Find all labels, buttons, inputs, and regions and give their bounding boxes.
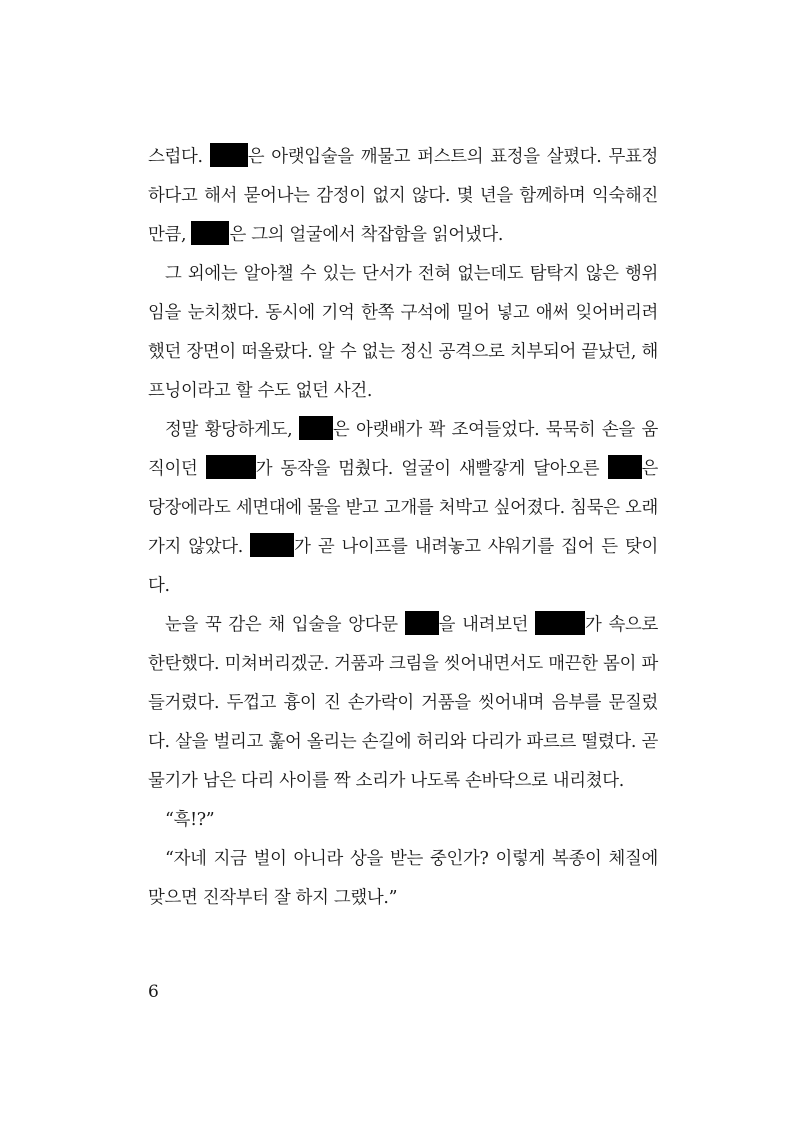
text-segment: 가 곧 나이프를 내려놓고 샤워기를 집어 든 탓이다.: [148, 537, 658, 596]
paragraph: [148, 138, 658, 255]
redaction-block: [191, 221, 229, 245]
text-segment: “흑!?”: [165, 810, 215, 830]
paragraph: [148, 801, 658, 840]
redaction-block: [210, 143, 248, 167]
paragraph: [148, 840, 658, 918]
redaction-block: [405, 611, 439, 635]
text-segment: 은 아랫배가 꽉 조여들었다. 묵묵히 손을 움직이던: [148, 420, 659, 479]
redaction-block: [299, 416, 333, 440]
text-segment: 을 내려보던: [438, 615, 536, 635]
paragraph: [148, 255, 658, 411]
redaction-block: [206, 455, 256, 479]
text-segment: 그 외에는 알아챌 수 있는 단서가 전혀 없는데도 탐탁지 않은 행위임을 눈치챘다. 동시에 기억 한쪽 구석에 밀어 넣고 애써 잊어버리려 했던 장면이 떠올랐다. 알 수 없는 정신 공격으로 치부되어 끝났던, 해프닝이라고 할 수도 없던 사건.: [148, 264, 658, 401]
redaction-block: [608, 455, 642, 479]
text-segment: 은 아랫입술을 깨물고 퍼스트의 표정을 살폈다. 무표정하다고 해서 묻어나는 감정이 없지 않다. 몇 년을 함께하며 익숙해진 만큼,: [148, 147, 658, 245]
text-segment: 정말 황당하게도,: [165, 420, 299, 440]
text-segment: “자네 지금 벌이 아니라 상을 받는 중인가? 이렇게 복종이 체질에 맞으면 진작부터 잘 하지 그랬나.”: [148, 849, 658, 908]
redaction-block: [250, 533, 294, 557]
text-segment: 은 그의 얼굴에서 착잡함을 읽어냈다.: [229, 225, 504, 245]
text-segment: 가 속으로 한탄했다. 미쳐버리겠군. 거품과 크림을 씻어내면서도 매끈한 몸이 파들거렸다. 두껍고 흉이 진 손가락이 거품을 씻어내며 음부를 문질렀다. 살을 벌리고 훑어 올리는 손길에 허리와 다리가 파르르 떨렸다. 곧 물기가 남은 다리 사이를 짝 소리가 나도록 손바닥으로 내리쳤다.: [148, 615, 658, 791]
text-segment: 은 당장에라도 세면대에 물을 받고 고개를 처박고 싶어졌다. 침묵은 오래가지 않았다.: [148, 459, 658, 557]
page-number: 6: [148, 982, 159, 1002]
text-segment: 스럽다.: [148, 147, 210, 167]
paragraph: [148, 411, 658, 606]
text-segment: 눈을 꾹 감은 채 입술을 앙다문: [165, 615, 405, 635]
paragraph: [148, 606, 658, 801]
text-segment: 가 동작을 멈췄다. 얼굴이 새빨갛게 달아오른: [255, 459, 608, 479]
body-text: [148, 138, 658, 918]
redaction-block: [535, 611, 585, 635]
